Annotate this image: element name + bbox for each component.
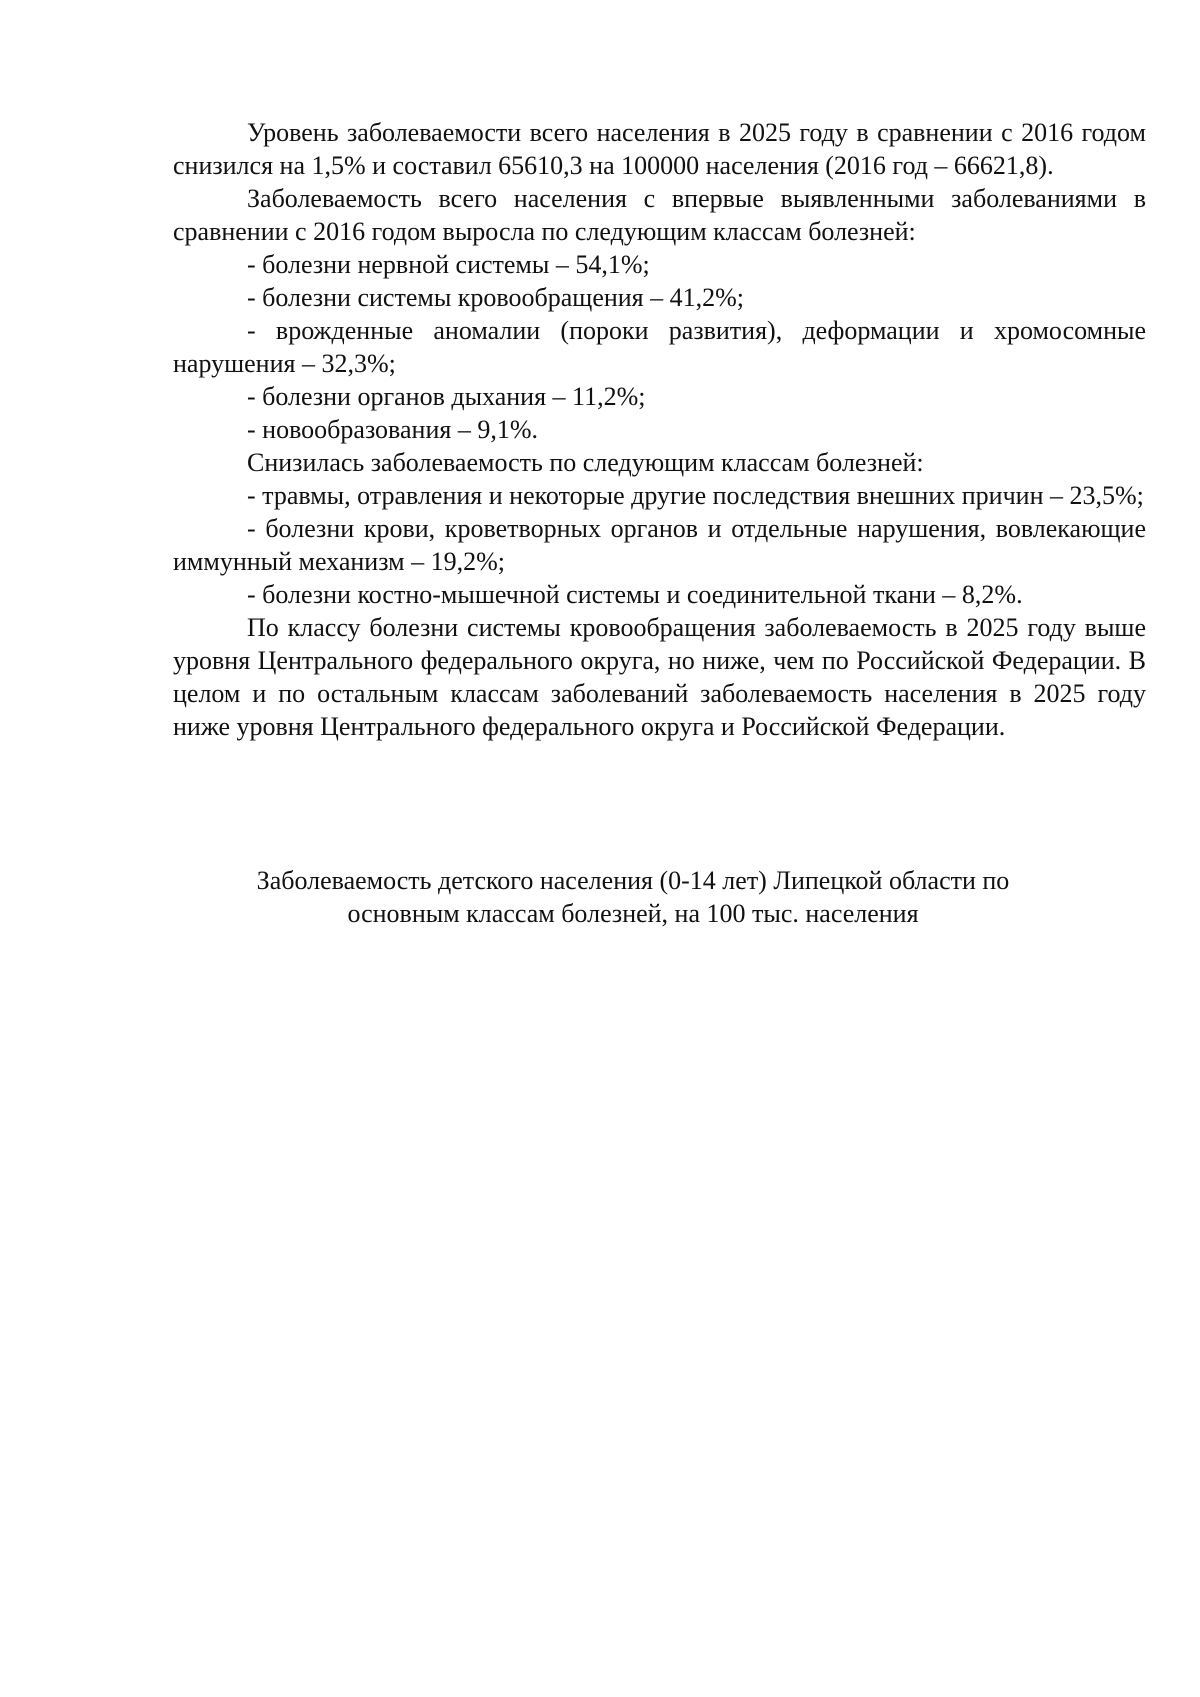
caption-line-1: Заболеваемость детского населения (0-14 лет) Липецкой области по [256,866,1010,895]
list-item-neoplasms: - новообразования – 9,1%. [247,415,538,444]
list-item-blood-diseases: - болезни крови, кроветворных органов и отдельные нарушения, вовлекающие иммунный механизм – 19,2%; [173,514,1146,576]
caption-line-2: основным классам болезней, на 100 тыс. населения [347,899,919,928]
figure-caption [173,864,1093,930]
list-item-circulatory-system: - болезни системы кровообращения – 41,2%; [247,283,745,312]
list-item-congenital-anomalies: - врожденные аномалии (пороки развития), деформации и хромосомные нарушения – 32,3%; [173,316,1146,378]
list-item-musculoskeletal: - болезни костно-мышечной системы и соединительной ткани – 8,2%. [247,580,1023,609]
document-body [173,116,1146,743]
paragraph-comparison: По классу болезни системы кровообращения заболеваемость в 2025 году выше уровня Центрального федерального округа, но ниже, чем по Российской Федерации. В целом и по остальным классам заболеваний заболеваемость населения в 2025 году ниже уровня Центрального федерального округа и Российской Федерации. [173,613,1146,741]
list-item-injuries: - травмы, отравления и некоторые другие последствия внешних причин – 23,5%; [247,481,1144,510]
paragraph-incidence-summary: Уровень заболеваемости всего населения в 2025 году в сравнении с 2016 годом снизился на 1,5% и составил 65610,3 на 100000 населения (2016 год – 66621,8). [173,118,1146,180]
list-item-respiratory-organs: - болезни органов дыхания – 11,2%; [247,382,646,411]
list-item-nervous-system: - болезни нервной системы – 54,1%; [247,250,650,279]
paragraph-increase-intro: Заболеваемость всего населения с впервые выявленными заболеваниями в сравнении с 2016 годом выросла по следующим классам болезней: [173,184,1146,246]
paragraph-decrease-intro: Снизилась заболеваемость по следующим классам болезней: [247,448,924,477]
